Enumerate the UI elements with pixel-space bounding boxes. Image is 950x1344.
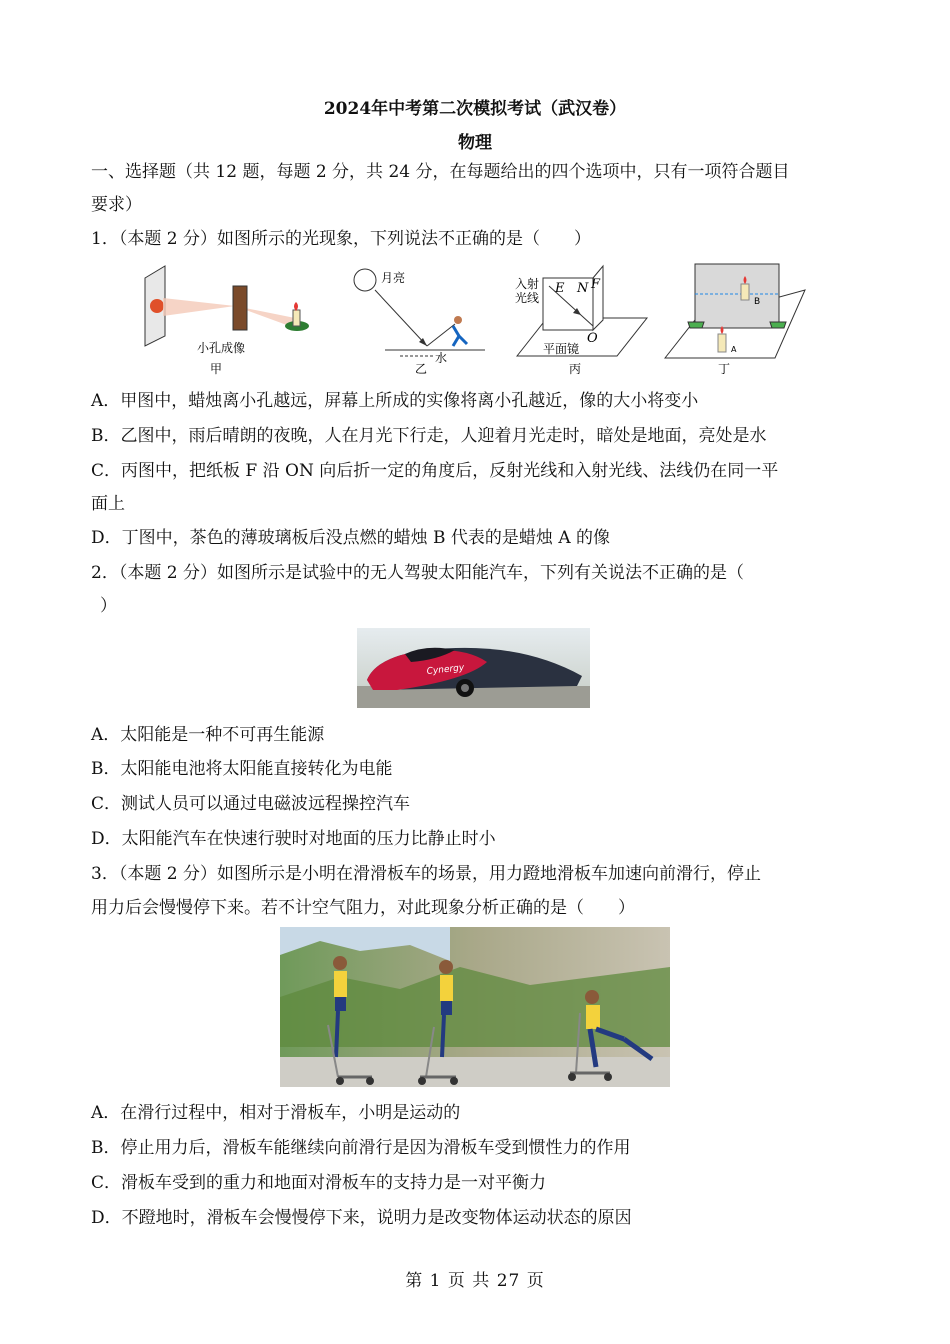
car-brand-text: Cynergy [426, 663, 465, 677]
solar-car-photo [357, 628, 590, 708]
pinhole-diagram [145, 266, 309, 346]
bing-mirror: 平面镜 [543, 342, 580, 356]
q2-option-d: D．太阳能汽车在快速行驶时对地面的压力比静止时小 [91, 829, 496, 849]
q3-option-a: A．在滑行过程中，相对于滑板车，小明是运动的 [91, 1103, 461, 1123]
bing-f: F [591, 277, 601, 292]
yi-moon: 月亮 [381, 271, 406, 285]
q3-option-d: D．不蹬地时，滑板车会慢慢停下来，说明力是改变物体运动状态的原因 [91, 1208, 632, 1228]
q1-figure [135, 258, 815, 380]
bing-incident: 入射 [515, 277, 540, 291]
q1-option-d: D．丁图中，茶色的薄玻璃板后没点燃的蜡烛 B 代表的是蜡烛 A 的像 [91, 528, 611, 548]
q3-option-b: B．停止用力后，滑板车能继续向前滑行是因为滑板车受到惯性力的作用 [91, 1138, 631, 1158]
glass-plate-diagram [665, 264, 805, 358]
page-footer: 第 1 页 共 27 页 [405, 1271, 545, 1291]
q2-option-a: A．太阳能是一种不可再生能源 [91, 725, 325, 745]
q2-option-b: B．太阳能电池将太阳能直接转化为电能 [91, 759, 393, 779]
bing-ray: 光线 [515, 291, 540, 305]
ding-a: A [731, 345, 737, 354]
yi-water: 水 [435, 351, 448, 365]
ding-label: 丁 [718, 362, 731, 376]
optics-diagrams [135, 258, 815, 380]
q3-stem: 3．（本题 2 分）如图所示是小明在滑滑板车的场景，用力蹬地滑板车加速向前滑行，停止 [91, 864, 761, 884]
exam-title: 2024年中考第二次模拟考试（武汉卷） [323, 99, 627, 119]
yi-label: 乙 [415, 362, 428, 376]
jia-label: 甲 [210, 362, 223, 376]
q1-option-c: C．丙图中，把纸板 F 沿 ON 向后折一定的角度后，反射光线和入射光线、法线仍在同一平 [91, 461, 779, 481]
moon-diagram [354, 269, 485, 356]
q1-option-c-cont: 面上 [91, 494, 125, 514]
section-heading-cont: 要求） [91, 195, 142, 215]
q3-stem-cont: 用力后会慢慢停下来。若不计空气阻力，对此现象分析正确的是（ ） [91, 898, 635, 918]
q3-option-c: C．滑板车受到的重力和地面对滑板车的支持力是一对平衡力 [91, 1173, 547, 1193]
jia-caption: 小孔成像 [197, 341, 246, 355]
bing-o: O [587, 331, 598, 346]
q2-stem-cont: ） [100, 596, 117, 616]
bing-n: N [577, 281, 589, 296]
q2-stem: 2．（本题 2 分）如图所示是试验中的无人驾驶太阳能汽车，下列有关说法不正确的是（ [91, 563, 744, 583]
scooter-photo [280, 927, 670, 1087]
q1-option-b: B．乙图中，雨后晴朗的夜晚，人在月光下行走，人迎着月光走时，暗处是地面，亮处是水 [91, 426, 767, 446]
ding-b: B [754, 297, 761, 307]
q1-option-a: A．甲图中，蜡烛离小孔越远，屏幕上所成的实像将离小孔越近，像的大小将变小 [91, 391, 699, 411]
q2-option-c: C．测试人员可以通过电磁波远程操控汽车 [91, 794, 411, 814]
section-heading: 一、选择题（共 12 题，每题 2 分，共 24 分，在每题给出的四个选项中，只有一项符合题目 [91, 162, 790, 182]
q1-stem: 1．（本题 2 分）如图所示的光现象，下列说法不正确的是（ ） [91, 229, 591, 249]
subject-title: 物理 [458, 133, 492, 153]
bing-e: E [555, 281, 565, 296]
bing-label: 丙 [569, 362, 582, 376]
